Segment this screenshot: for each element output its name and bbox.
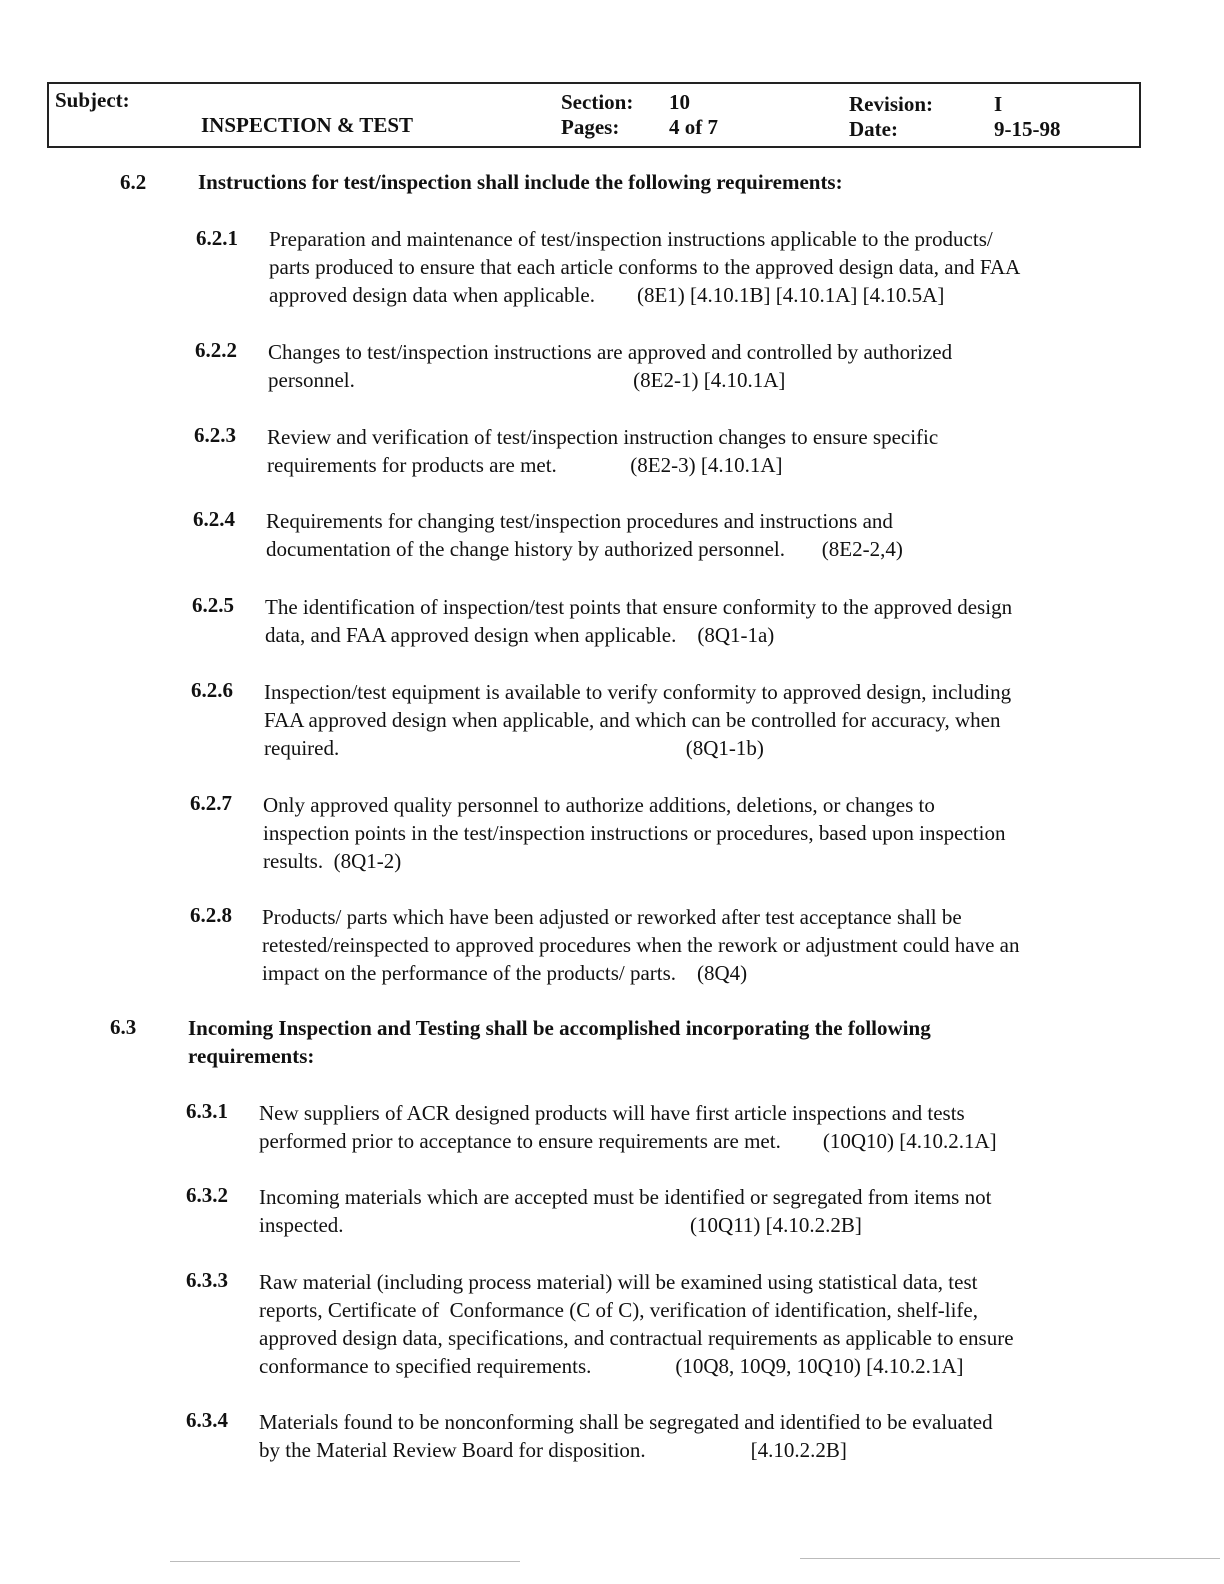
item-number: 6.2.7 xyxy=(190,791,232,815)
section-number: 6.2 xyxy=(120,170,147,194)
section-title: Instructions for test/inspection shall include the following requirements: xyxy=(198,170,843,194)
item-text: Raw material (including process material) will be examined using statistical data, test reports, Certificate of Conformance (C of C), verification of identification, shelf-life, approved design data, specifications, and contractual requirements as applicable to ensure conformance to specified requirements. (10Q8, 10Q9, 10Q10) [4.10.2.1A] xyxy=(259,1270,1014,1378)
item-number: 6.2.8 xyxy=(190,903,232,927)
item-text: Materials found to be nonconforming shall be segregated and identified to be evaluated by the Material Review Board for disposition. [4.10.2.2B] xyxy=(259,1410,993,1462)
pages-label: Pages: xyxy=(561,115,620,139)
item-text: Requirements for changing test/inspection procedures and instructions and documentation of the change history by authorized personnel. (8E2-2,4) xyxy=(266,509,903,561)
item-number: 6.2.1 xyxy=(196,226,238,250)
item-text: Preparation and maintenance of test/inspection instructions applicable to the products/ parts produced to ensure that each article conforms to the approved design data, and FAA approved design data when applicable. (8E1) [4.10.1B] [4.10.1A] [4.10.5A] xyxy=(269,227,1021,307)
item-number: 6.3.4 xyxy=(186,1408,228,1432)
section-value: 10 xyxy=(669,90,690,114)
item-number: 6.3.2 xyxy=(186,1183,228,1207)
scan-artifact-line xyxy=(800,1558,1220,1559)
section-number: 6.3 xyxy=(110,1015,137,1039)
item-text: Only approved quality personnel to authorize additions, deletions, or changes to inspection points in the test/inspection instructions or procedures, based upon inspection results. (8Q1-2) xyxy=(263,793,1006,873)
item-text: Inspection/test equipment is available to verify conformity to approved design, including FAA approved design when applicable, and which can be controlled for accuracy, when required. (8Q1-1b) xyxy=(264,680,1012,760)
item-text: Review and verification of test/inspection instruction changes to ensure specific requirements for products are met. (8E2-3) [4.10.1A] xyxy=(267,425,939,477)
item-number: 6.2.6 xyxy=(191,678,233,702)
item-text: Products/ parts which have been adjusted or reworked after test acceptance shall be retested/reinspected to approved procedures when the rework or adjustment could have an impact on the performance of the products/ parts. (8Q4) xyxy=(262,905,1020,985)
item-number: 6.2.2 xyxy=(195,338,237,362)
subject-label: Subject: xyxy=(55,88,130,112)
item-number: 6.3.3 xyxy=(186,1268,228,1292)
item-number: 6.3.1 xyxy=(186,1099,228,1123)
scan-artifact-line xyxy=(170,1561,520,1562)
item-text: Incoming materials which are accepted must be identified or segregated from items not inspected. (10Q11) [4.10.2.2B] xyxy=(259,1185,992,1237)
item-number: 6.2.3 xyxy=(194,423,236,447)
document-header xyxy=(47,82,1141,148)
pages-value: 4 of 7 xyxy=(669,115,718,139)
subject-value: INSPECTION & TEST xyxy=(201,113,414,137)
date-label: Date: xyxy=(849,117,898,141)
item-text: New suppliers of ACR designed products will have first article inspections and tests performed prior to acceptance to ensure requirements are met. (10Q10) [4.10.2.1A] xyxy=(259,1101,997,1153)
revision-label: Revision: xyxy=(849,92,933,116)
item-number: 6.2.5 xyxy=(192,593,234,617)
date-value: 9-15-98 xyxy=(994,117,1061,141)
section-title: Incoming Inspection and Testing shall be accomplished incorporating the following requirements: xyxy=(188,1016,931,1068)
section-label: Section: xyxy=(561,90,634,114)
item-text: Changes to test/inspection instructions are approved and controlled by authorized personnel. (8E2-1) [4.10.1A] xyxy=(268,340,953,392)
revision-value: I xyxy=(994,92,1003,116)
item-text: The identification of inspection/test points that ensure conformity to the approved design data, and FAA approved design when applicable. (8Q1-1a) xyxy=(265,595,1013,647)
item-number: 6.2.4 xyxy=(193,507,235,531)
